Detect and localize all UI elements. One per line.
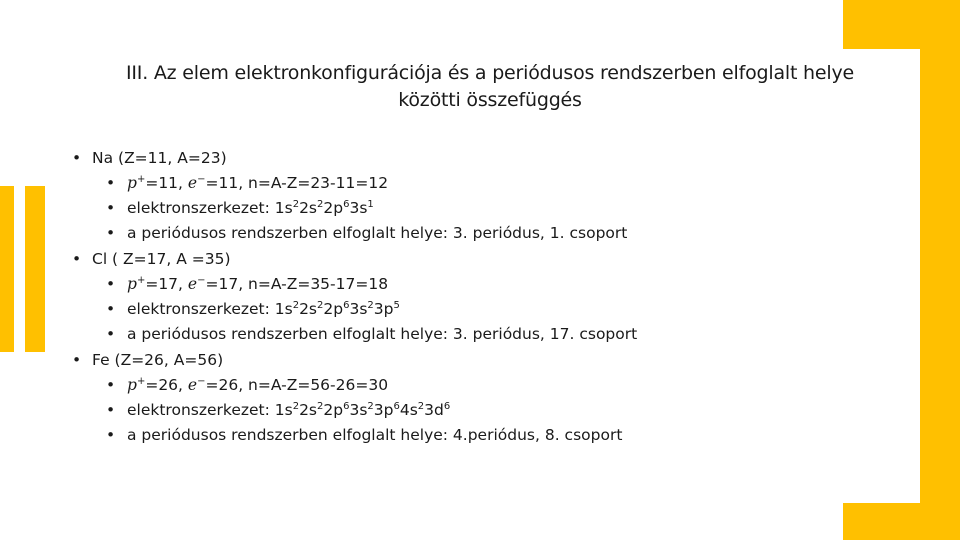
orbital-occupancy: 6 xyxy=(343,199,350,210)
orbital: 1s xyxy=(274,300,293,318)
bullet-list xyxy=(70,146,840,449)
proton-symbol: p xyxy=(127,275,137,293)
orbital: 1s xyxy=(274,199,293,217)
electron-configuration-line xyxy=(70,196,840,221)
orbital: 2s xyxy=(299,300,317,318)
slide-title-line-1: III. Az elem elektronkonfigurációja és a periódusos rendszerben elfoglalt helye xyxy=(125,62,854,84)
accent-block-bottom-right xyxy=(843,503,960,540)
orbital-occupancy: 2 xyxy=(317,300,324,311)
orbital: 3p xyxy=(373,401,394,419)
orbital-occupancy: 1 xyxy=(367,199,374,210)
orbital: 3s xyxy=(349,199,368,217)
orbital: 3s xyxy=(349,300,368,318)
electron-configuration-line xyxy=(70,398,840,423)
configuration-label: elektronszerkezet: xyxy=(127,199,275,217)
accent-bar-left-inner xyxy=(25,186,45,352)
electron-neutron-count: =17, n=A-Z=35-17=18 xyxy=(205,275,389,293)
element-heading: • Na (Z=11, A=23) xyxy=(70,146,840,171)
orbital-occupancy: 2 xyxy=(417,401,425,412)
element-group xyxy=(70,348,840,448)
element-heading: • Cl ( Z=17, A =35) xyxy=(70,247,840,272)
orbital: 3p xyxy=(373,300,394,318)
electron-charge: − xyxy=(197,275,206,286)
orbital-occupancy: 2 xyxy=(367,401,374,412)
orbital-occupancy: 6 xyxy=(343,300,350,311)
orbital: 3d xyxy=(424,401,444,419)
proton-count: =26, xyxy=(145,376,188,394)
proton-count: =11, xyxy=(145,174,188,192)
accent-bar-left-outer xyxy=(0,186,14,352)
proton-charge: + xyxy=(136,275,146,286)
orbital: 2p xyxy=(323,300,344,318)
orbital: 2p xyxy=(323,199,344,217)
proton-count: =17, xyxy=(145,275,188,293)
proton-charge: + xyxy=(136,376,146,387)
slide-title xyxy=(55,60,925,114)
proton-symbol: p xyxy=(127,174,137,192)
orbital-occupancy: 5 xyxy=(393,300,400,311)
orbital: 3s xyxy=(349,401,368,419)
electron-neutron-count: =26, n=A-Z=56-26=30 xyxy=(205,376,389,394)
electron-symbol: e xyxy=(187,174,198,192)
orbital-occupancy: 2 xyxy=(292,401,300,412)
orbital-occupancy: 6 xyxy=(393,401,400,412)
electron-neutron-count: =11, n=A-Z=23-11=12 xyxy=(205,174,389,192)
electron-symbol: e xyxy=(187,275,198,293)
orbital: 2s xyxy=(299,199,317,217)
electron-configuration-line xyxy=(70,297,840,322)
orbital-occupancy: 2 xyxy=(317,199,324,210)
orbital-occupancy: 6 xyxy=(443,401,451,412)
element-heading: • Fe (Z=26, A=56) xyxy=(70,348,840,373)
accent-strip-right xyxy=(920,0,960,540)
orbital-occupancy: 2 xyxy=(367,300,374,311)
electron-charge: − xyxy=(197,174,206,185)
orbital-occupancy: 2 xyxy=(317,401,324,412)
particle-count-line xyxy=(70,272,840,297)
orbital: 4s xyxy=(399,401,418,419)
orbital-occupancy: 2 xyxy=(292,199,300,210)
proton-symbol: p xyxy=(127,376,137,394)
orbital: 2s xyxy=(299,401,317,419)
proton-charge: + xyxy=(136,174,146,185)
slide-title-line-2: közötti összefüggés xyxy=(398,89,582,111)
periodic-position-line: • a periódusos rendszerben elfoglalt helye: 3. periódus, 1. csoport xyxy=(70,221,840,246)
configuration-label: elektronszerkezet: xyxy=(127,300,275,318)
element-group xyxy=(70,247,840,347)
configuration-label: elektronszerkezet: xyxy=(127,401,275,419)
orbital-occupancy: 6 xyxy=(343,401,350,412)
orbital: 2p xyxy=(323,401,344,419)
periodic-position-line: • a periódusos rendszerben elfoglalt helye: 4.periódus, 8. csoport xyxy=(70,423,840,448)
electron-charge: − xyxy=(197,376,206,387)
element-group xyxy=(70,146,840,246)
electron-symbol: e xyxy=(187,376,198,394)
periodic-position-line: • a periódusos rendszerben elfoglalt helye: 3. periódus, 17. csoport xyxy=(70,322,840,347)
orbital-occupancy: 2 xyxy=(292,300,300,311)
orbital: 1s xyxy=(274,401,293,419)
particle-count-line xyxy=(70,171,840,196)
particle-count-line xyxy=(70,373,840,398)
